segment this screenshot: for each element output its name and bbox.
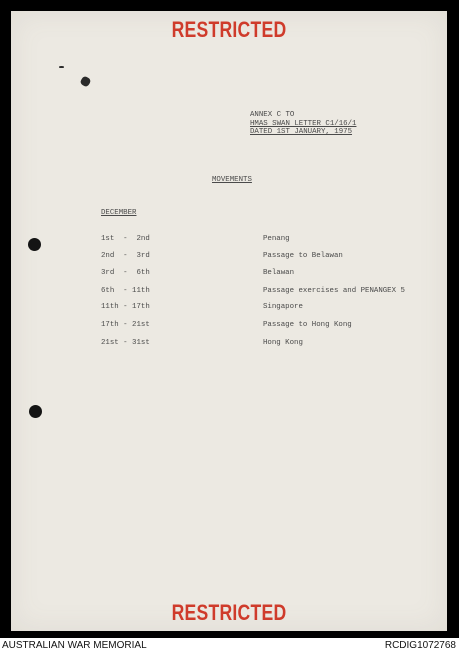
reference-line-1: ANNEX C TO	[250, 111, 295, 119]
ink-speck	[79, 75, 91, 87]
movements-heading: MOVEMENTS	[212, 176, 252, 184]
schedule-place: Passage to Hong Kong	[263, 321, 352, 329]
archive-footer	[0, 638, 459, 653]
schedule-place: Hong Kong	[263, 339, 303, 347]
ink-speck	[59, 66, 64, 68]
schedule-dates: 11th - 17th	[101, 303, 150, 311]
schedule-place: Passage exercises and PENANGEX 5	[263, 287, 405, 295]
schedule-dates: 3rd - 6th	[101, 269, 150, 277]
footer-item-id: RCDIG1072768	[384, 640, 456, 651]
reference-line-3: DATED 1ST JANUARY, 1975	[250, 128, 353, 137]
schedule-place: Passage to Belawan	[263, 252, 343, 260]
schedule-place: Penang	[263, 235, 290, 243]
restricted-stamp-bottom: RESTRICTED	[171, 600, 287, 625]
schedule-dates: 17th - 21st	[101, 321, 150, 329]
footer-institution: AUSTRALIAN WAR MEMORIAL	[2, 640, 147, 651]
month-heading: DECEMBER	[101, 209, 137, 217]
schedule-dates: 2nd - 3rd	[101, 252, 150, 260]
schedule-dates: 21st - 31st	[101, 339, 150, 347]
document-page	[11, 11, 447, 631]
punch-hole	[29, 405, 42, 418]
reference-block	[250, 111, 356, 137]
punch-hole	[28, 238, 41, 251]
reference-line-2: HMAS SWAN LETTER C1/16/1	[250, 119, 357, 128]
schedule-place: Singapore	[263, 303, 303, 311]
schedule-place: Belawan	[263, 269, 295, 277]
restricted-stamp-top: RESTRICTED	[171, 17, 287, 42]
schedule-dates: 1st - 2nd	[101, 235, 150, 243]
schedule-dates: 6th - 11th	[101, 287, 150, 295]
